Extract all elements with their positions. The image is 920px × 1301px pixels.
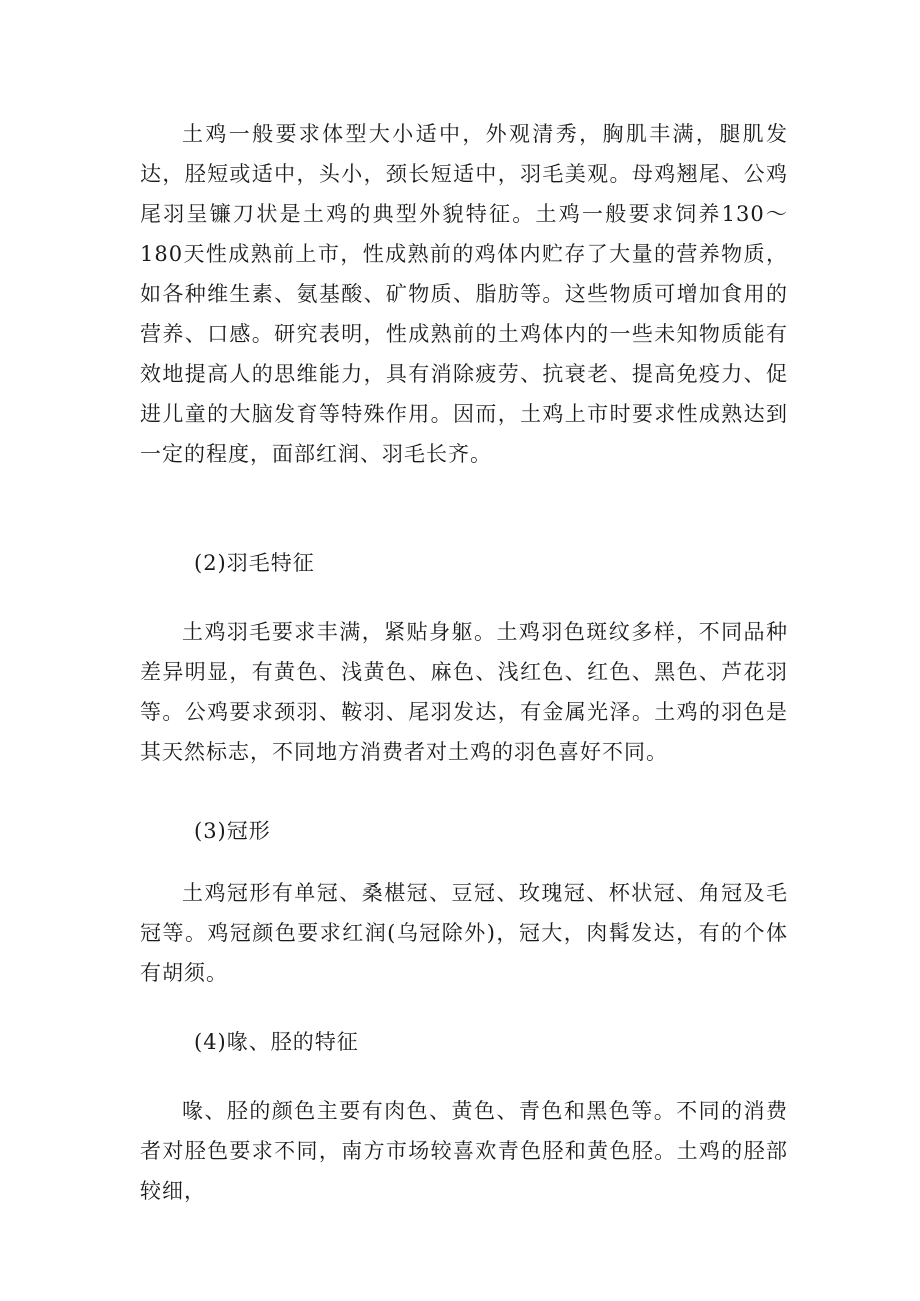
section-heading-feathers: (2)羽毛特征: [194, 551, 315, 575]
section-heading-comb: (3)冠形: [194, 819, 271, 843]
paragraph-feathers: 土鸡羽毛要求丰满，紧贴身躯。土鸡羽色斑纹多样，不同品种差异明显，有黄色、浅黄色、麻色、浅红色、红色、黑色、芦花羽等。公鸡要求颈羽、鞍羽、尾羽发达，有金属光泽。土鸡的羽色是其天然标志，不同地方消费者对土鸡的羽色喜好不同。: [140, 620, 788, 764]
section-heading-beak-shank: (4)喙、胫的特征: [194, 1030, 359, 1054]
paragraph-beak-shank: 喙、胫的颜色主要有肉色、黄色、青色和黑色等。不同的消费者对胫色要求不同，南方市场较喜欢青色胫和黄色胫。土鸡的胫部较细，: [140, 1099, 788, 1203]
paragraph-appearance: 土鸡一般要求体型大小适中，外观清秀，胸肌丰满，腿肌发达，胫短或适中，头小，颈长短适中，羽毛美观。母鸡翘尾、公鸡尾羽呈镰刀状是土鸡的典型外貌特征。土鸡一般要求饲养130～180天性成熟前上市，性成熟前的鸡体内贮存了大量的营养物质，如各种维生素、氨基酸、矿物质、脂肪等。这些物质可增加食用的营养、口感。研究表明，性成熟前的土鸡体内的一些未知物质能有效地提高人的思维能力，具有消除疲劳、抗衰老、提高免疫力、促进儿童的大脑发育等特殊作用。因而，土鸡上市时要求性成熟达到一定的程度，面部红润、羽毛长齐。: [140, 122, 788, 466]
paragraph-comb: 土鸡冠形有单冠、桑椹冠、豆冠、玫瑰冠、杯状冠、角冠及毛冠等。鸡冠颜色要求红润(乌冠除外)，冠大，肉髯发达，有的个体有胡须。: [140, 881, 788, 985]
